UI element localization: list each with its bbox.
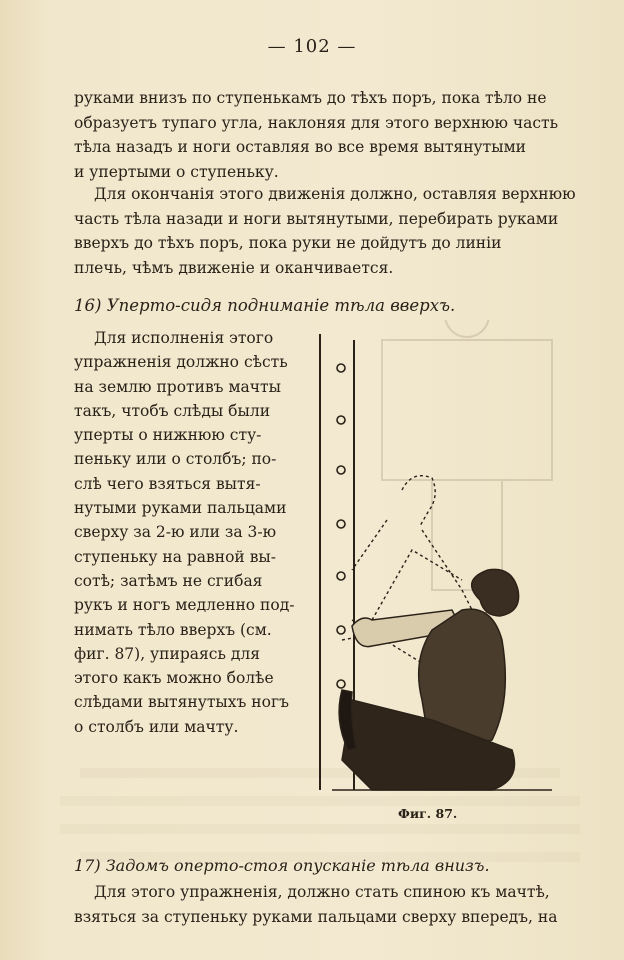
- text-line: слѣдами вытянутыхъ ногъ: [74, 693, 289, 712]
- exercise-illustration: [312, 320, 602, 810]
- text-line: слѣ чего взяться вытя-: [74, 474, 261, 493]
- text-line: плечь, чѣмъ движеніе и оканчивается.: [74, 258, 394, 277]
- paragraph-ending: [74, 182, 600, 280]
- text-line: тѣла назадъ и ноги оставляя во все время вытянутыми: [74, 138, 526, 156]
- text-line: фиг. 87), упираясь для: [74, 644, 260, 663]
- text-line: нимать тѣло вверхъ (см.: [74, 620, 272, 639]
- text-line: вверхъ до тѣхъ поръ, пока руки не дойдутъ до линіи: [74, 234, 502, 252]
- text-line: сотѣ; затѣмъ не сгибая: [74, 571, 263, 590]
- text-line: пеньку или о столбъ; по-: [74, 450, 277, 469]
- text-line: Для исполненія этого: [94, 329, 274, 347]
- text-line: и упертыми о ступеньку.: [74, 162, 279, 181]
- text-line: ступеньку на равной вы-: [74, 547, 276, 566]
- section-heading-16: [74, 296, 455, 315]
- figure-caption: Фиг. 87.: [398, 806, 458, 821]
- text-line: нутыми руками пальцами: [74, 499, 287, 518]
- text-line: о столбъ или мачту.: [74, 717, 239, 736]
- exercise-16-text: [74, 326, 295, 739]
- text-line: такъ, чтобъ слѣды были: [74, 401, 271, 420]
- section-title: Уперто-сидя подниманіе тѣла вверхъ.: [106, 296, 456, 315]
- text-line: этого какъ можно болѣе: [74, 669, 274, 688]
- exercise-17-text: [74, 880, 600, 929]
- section-number: 16): [74, 296, 102, 315]
- text-line: на землю противъ мачты: [74, 377, 281, 396]
- page-number: — 102 —: [267, 36, 357, 57]
- text-line: часть тѣла назади и ноги вытянутыми, перебирать руками: [74, 209, 559, 228]
- section-number: 17): [74, 856, 101, 875]
- text-line: взяться за ступеньку руками пальцами сверху впередъ, на: [74, 907, 558, 926]
- text-line: руками внизъ по ступенькамъ до тѣхъ поръ, пока тѣло не: [74, 89, 547, 107]
- text-line: уперты о нижнюю сту-: [74, 426, 262, 445]
- text-line: рукъ и ногъ медленно под-: [74, 596, 295, 615]
- text-line: Для этого упражненія, должно стать спиною къ мачтѣ,: [94, 883, 550, 901]
- paragraph-continuation: [74, 86, 600, 184]
- figure-87: [312, 320, 602, 814]
- text-line: упражненія должно сѣсть: [74, 353, 288, 372]
- text-line: образуетъ тупаго угла, наклоняя для этого верхнюю часть: [74, 113, 559, 132]
- text-line: Для окончанія этого движенія должно, оставляя верхнюю: [94, 185, 576, 203]
- section-heading-17: [74, 856, 490, 875]
- text-line: сверху за 2-ю или за 3-ю: [74, 523, 277, 542]
- section-title: Задомъ оперто-стоя опусканіе тѣла внизъ.: [105, 856, 490, 875]
